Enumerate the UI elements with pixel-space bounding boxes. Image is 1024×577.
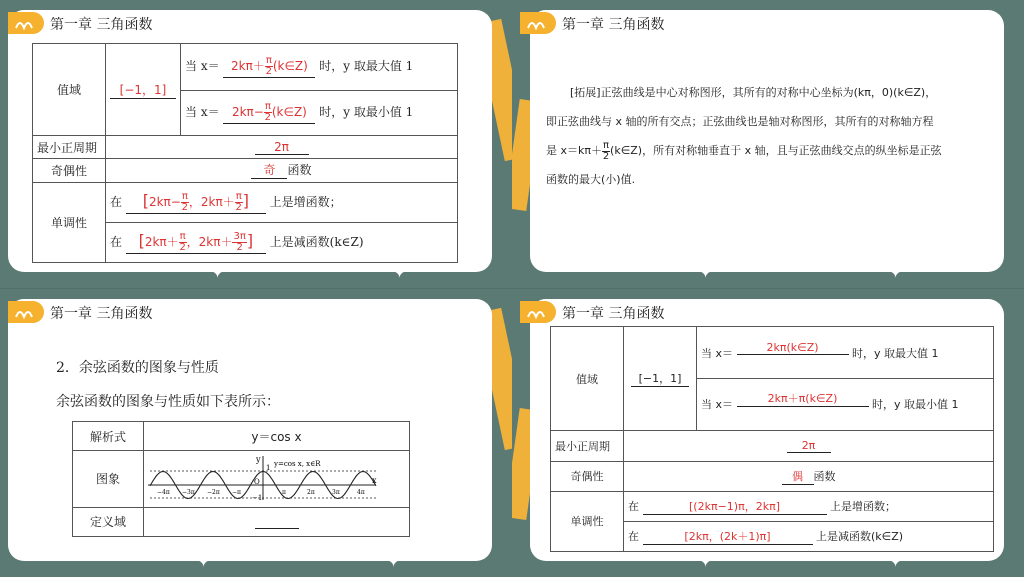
graph-tick-label: 4π (357, 489, 365, 497)
graph-tick-label: −π (232, 489, 241, 497)
cosine-properties-answers-table (550, 326, 994, 552)
chapter-tag-icon (8, 12, 44, 34)
chapter-tag-icon (520, 12, 556, 34)
increasing-interval: [2kπ− $\frac{\pi}{2}$ ，2kπ＋ $\frac{\pi}{2}$ ] (126, 191, 266, 214)
slide-1[interactable] (0, 0, 512, 288)
graph-x-label: x (372, 476, 377, 486)
slide-4[interactable] (512, 289, 1024, 577)
expression-value: y＝cos x (144, 422, 410, 451)
dec-suffix: 上是减函数(k∈Z) (816, 529, 904, 543)
dec-suffix: 上是减函数(k∈Z) (269, 234, 364, 249)
graph-tick-label: π (282, 489, 286, 497)
domain-label: 定义域 (73, 507, 144, 536)
inc-prefix: 在 (110, 194, 123, 209)
min-suffix: 时，y 取最小值 1 (319, 104, 414, 119)
paragraph-line-3: 是 x＝kπ＋ $\frac{\pi}{2}$ (k∈Z)，所有对称轴垂直于 x 轴，且与正弦曲线交点的纵坐标是正弦 (546, 139, 942, 162)
parity-value: 偶 (782, 468, 814, 485)
graph-neg-one-label: −1 (252, 494, 263, 503)
paragraph-line-2: 即正弦曲线与 x 轴的所有交点；正弦曲线也是轴对称图形，其所有的对称轴方程 (546, 115, 934, 128)
extension-paragraph (546, 78, 996, 194)
chapter-title: 第一章 三角函数 (562, 306, 665, 322)
range-value: [−1，1] (631, 370, 689, 387)
graph-one-label: 1 (266, 464, 271, 473)
parity-suffix: 函数 (813, 469, 836, 483)
expression-label: 解析式 (73, 422, 144, 451)
slide-3[interactable] (0, 289, 512, 577)
star-icon: ✦ (196, 551, 212, 572)
range-label: 值域 (551, 327, 624, 431)
parity-value: 奇 (251, 161, 287, 179)
star-icon: ✦ (698, 551, 714, 572)
star-icon: ✦ (888, 262, 904, 283)
dec-prefix: 在 (110, 234, 123, 249)
chapter-title: 第一章 三角函数 (562, 17, 665, 33)
star-icon: ✦ (210, 262, 226, 283)
graph-origin-label: O (254, 478, 260, 487)
graph-tick-label: −4π (157, 489, 170, 497)
chapter-tag-icon (520, 301, 556, 323)
star-icon: ✦ (386, 551, 402, 572)
sine-properties-table (32, 43, 458, 263)
mono-label: 单调性 (33, 182, 106, 262)
period-label: 最小正周期 (33, 136, 106, 159)
cosine-properties-table (72, 421, 410, 537)
max-prefix: 当 x＝ (185, 58, 220, 73)
chapter-title: 第一章 三角函数 (50, 306, 153, 322)
mono-label: 单调性 (551, 491, 624, 551)
graph-y-label: y (256, 455, 261, 465)
period-value: 2π (787, 439, 831, 453)
parity-suffix: 函数 (287, 163, 312, 178)
increasing-interval: [(2kπ−1)π，2kπ] (643, 498, 827, 515)
chapter-title: 第一章 三角函数 (50, 17, 153, 33)
domain-blank (255, 514, 299, 529)
paragraph-line-4: 函数的最大(小)值. (546, 173, 636, 186)
star-icon: ✦ (888, 551, 904, 572)
decreasing-interval: [2kπ＋ $\frac{\pi}{2}$ ，2kπ＋ $\frac{3\pi}{2}$ ] (126, 231, 266, 254)
max-condition: 2kπ＋ $\frac{\pi}{2}$ (k∈Z) (223, 56, 315, 78)
star-icon: ✦ (698, 262, 714, 283)
min-prefix: 当 x＝ (185, 104, 220, 119)
inc-prefix: 在 (628, 499, 639, 513)
graph-tick-label: −3π (182, 489, 195, 497)
parity-label: 奇偶性 (33, 159, 106, 182)
max-suffix: 时，y 取最大值 1 (319, 58, 414, 73)
graph-tick-label: 2π (307, 489, 315, 497)
inc-suffix: 上是增函数； (269, 194, 342, 209)
graph-tick-label: −2π (207, 489, 220, 497)
dec-prefix: 在 (628, 529, 639, 543)
graph-label: 图象 (73, 451, 144, 507)
section-heading: 2．余弦函数的图象与性质 (56, 360, 219, 376)
star-icon: ✦ (392, 262, 408, 283)
parity-label: 奇偶性 (551, 461, 624, 491)
paragraph-line-1: [拓展]正弦曲线是中心对称图形，其所有的对称中心坐标为(kπ，0)(k∈Z)， (570, 86, 937, 99)
slide-2[interactable] (512, 0, 1024, 288)
section-intro: 余弦函数的图象与性质如下表所示： (56, 394, 280, 410)
min-prefix: 当 x＝ (701, 398, 734, 412)
decreasing-interval: [2kπ，(2k＋1)π] (643, 528, 813, 545)
cosine-graph (144, 452, 408, 502)
max-condition: 2kπ(k∈Z) (737, 341, 849, 355)
chapter-tag-icon (8, 301, 44, 323)
period-value: 2π (255, 140, 309, 155)
period-label: 最小正周期 (551, 431, 624, 461)
graph-formula: y=cos x, x∈R (274, 460, 321, 469)
max-prefix: 当 x＝ (701, 346, 734, 360)
range-label: 值域 (33, 44, 106, 136)
min-condition: 2kπ− $\frac{\pi}{2}$ (k∈Z) (223, 102, 315, 124)
max-suffix: 时，y 取最大值 1 (852, 346, 939, 360)
range-value: [−1，1] (110, 81, 176, 99)
min-condition: 2kπ＋π(k∈Z) (737, 390, 869, 407)
min-suffix: 时，y 取最小值 1 (872, 398, 959, 412)
inc-suffix: 上是增函数； (830, 499, 896, 513)
graph-tick-label: 3π (332, 489, 340, 497)
